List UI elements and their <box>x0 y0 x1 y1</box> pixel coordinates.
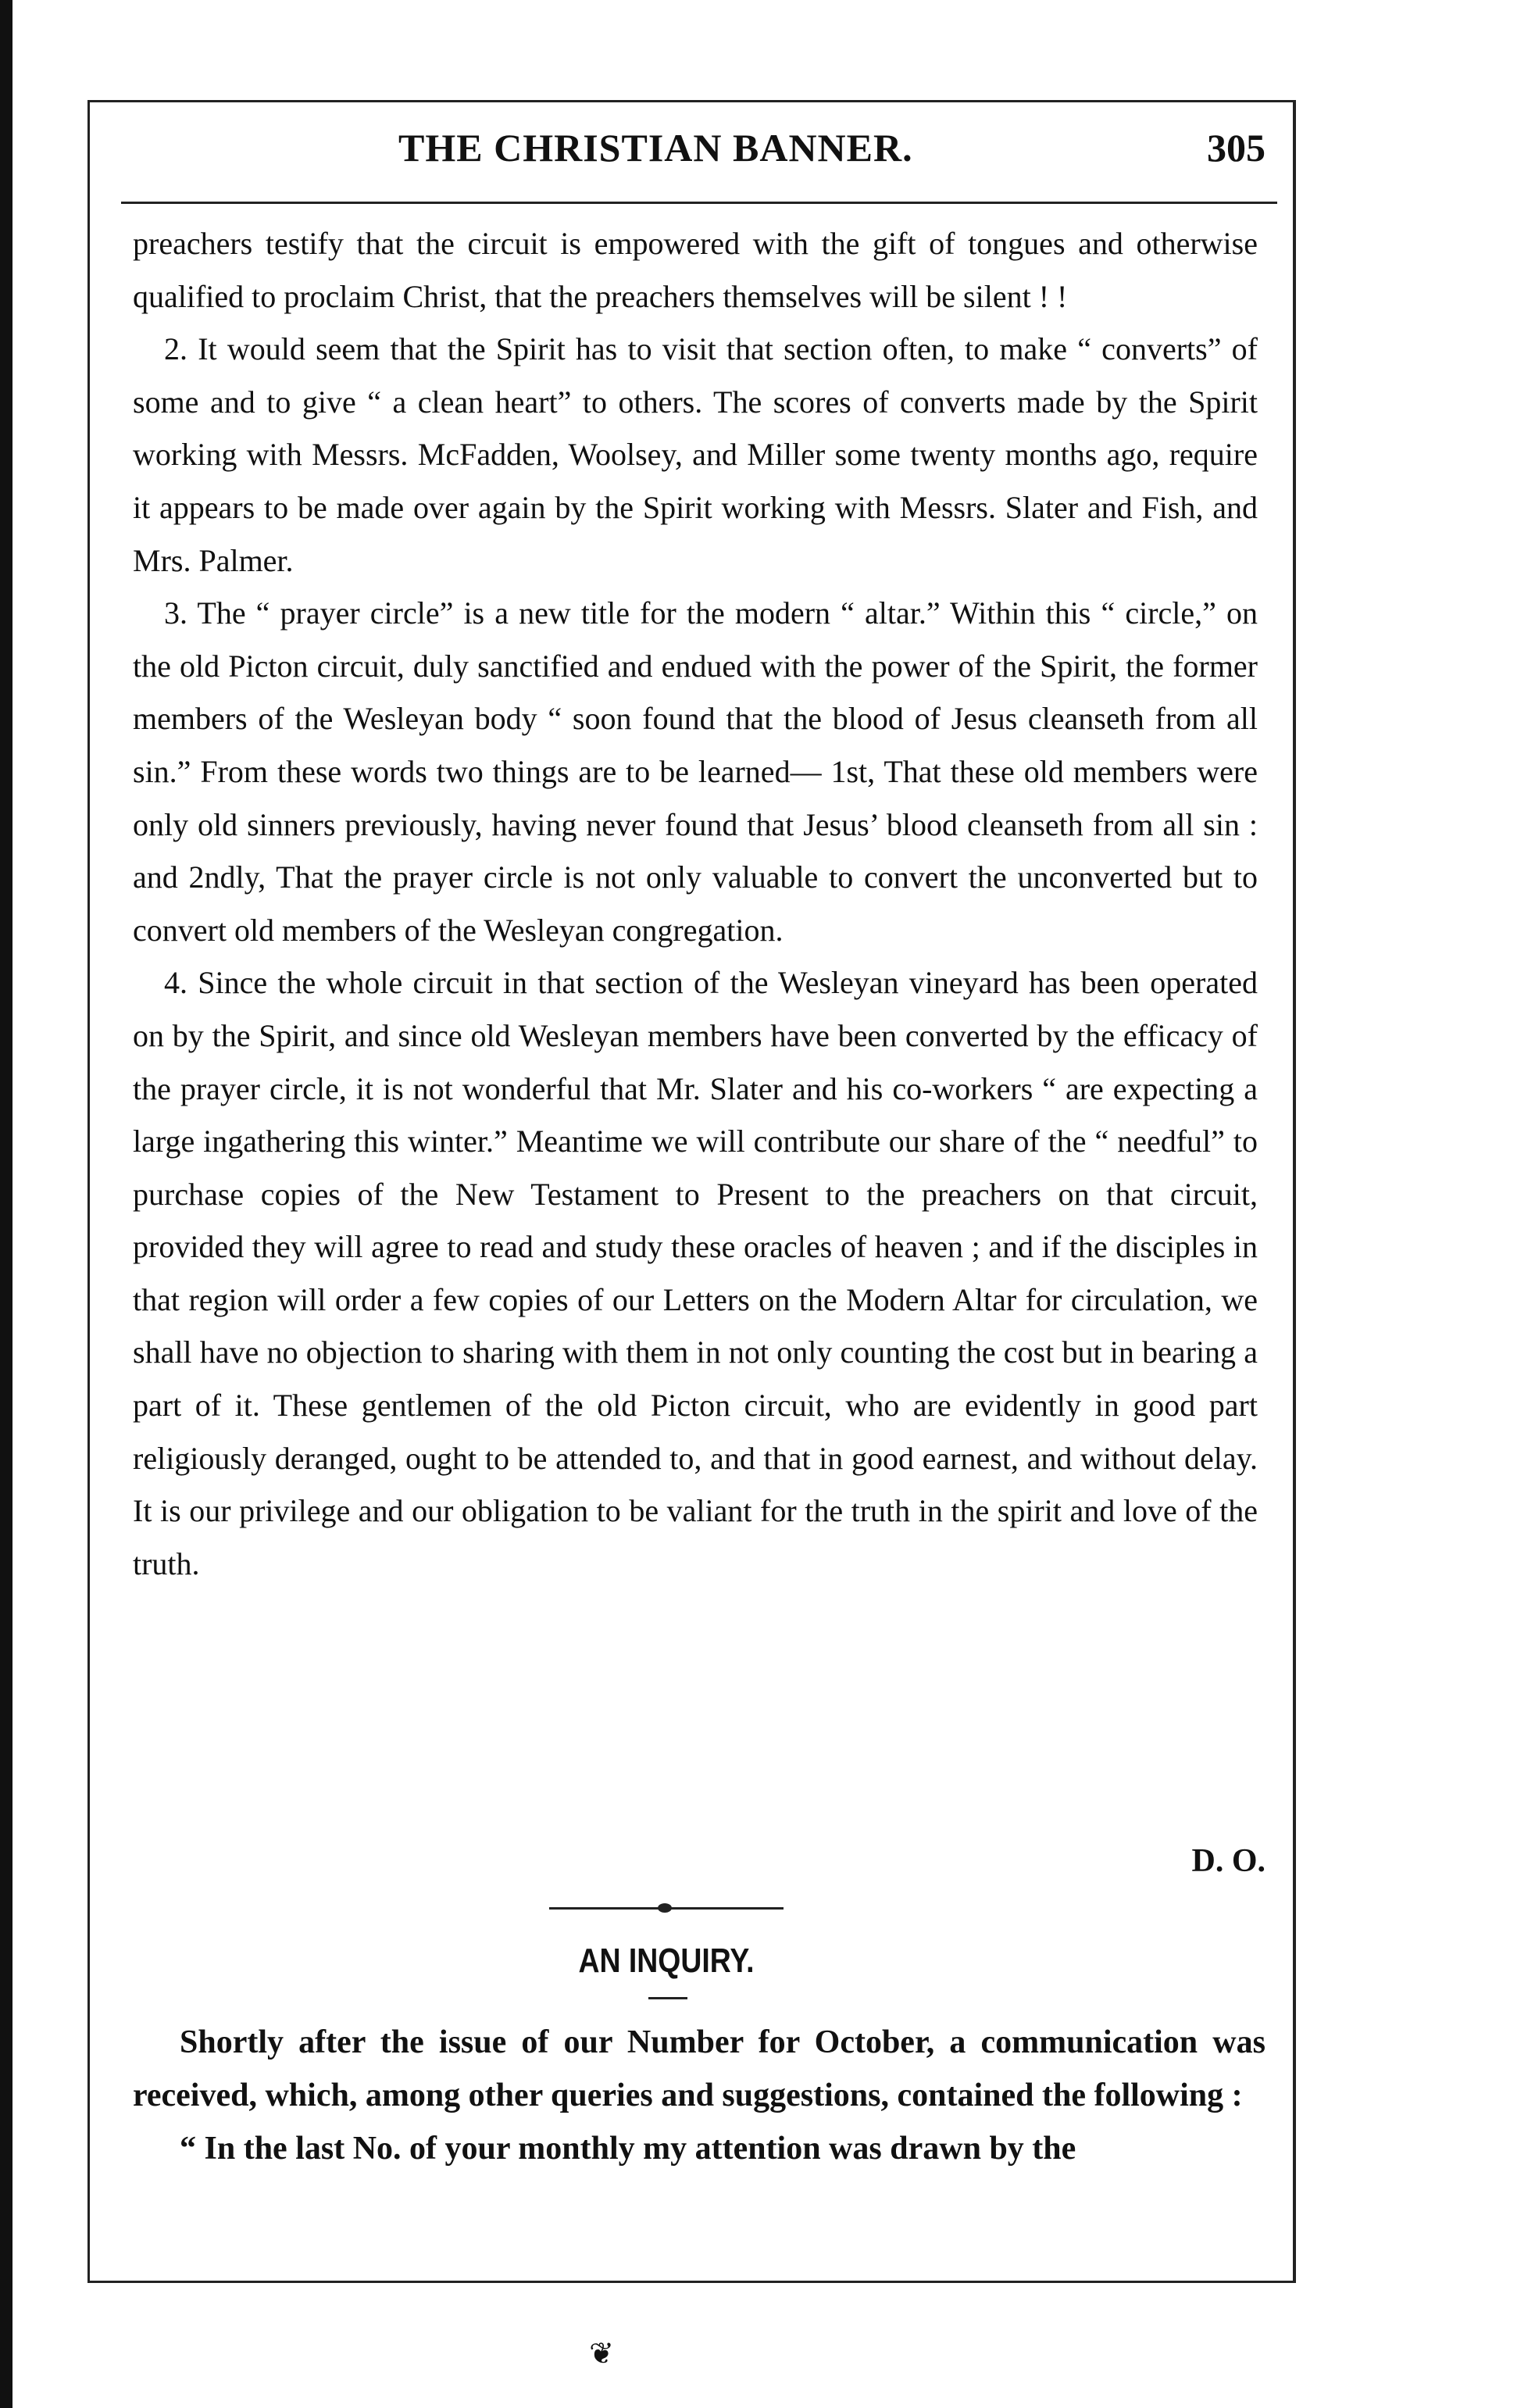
page-header <box>117 125 1289 188</box>
paragraph-point-2: 2. It would seem that the Spirit has to visit that section often, to make “ converts” of some and to give “ a clean heart” to others. The scores of converts made by the Spirit working with Messrs. McFadden, Woolsey, and Miller some twenty months ago, require it appears to be made over again by the Spirit working with Messrs. Slater and Fish, and Mrs. Palmer. <box>133 331 1258 578</box>
page-edge-shadow <box>0 0 12 2408</box>
inquiry-body <box>133 2016 1265 2175</box>
title-underline <box>648 1997 687 1999</box>
inquiry-quote: “ In the last No. of your monthly my attention was drawn by the <box>180 2131 1076 2167</box>
paragraph-point-4: 4. Since the whole circuit in that section of the Wesleyan vineyard has been operated on by the Spirit, and since old Wesleyan members have been converted by the efficacy of the prayer circle, it is not wonderful that Mr. Slater and his co-workers “ are expecting a large ingathering this winter.” Meantime we will contribute our share of the “ needful” to purchase copies of the New Testament to Present to the preachers on that circuit, provided they will agree to read and study these oracles of heaven ; and if the disciples in that region will order a few copies of our Letters on the Modern Altar for circulation, we shall have no objection to sharing with them in not only counting the cost but in bearing a part of it. These gentlemen of the old Picton circuit, who are evidently in good part religiously deranged, ought to be attended to, and that in good earnest, and without delay. It is our privilege and our obligation to be valiant for the truth in the spirit and love of the truth. <box>133 965 1258 1581</box>
ornament-icon: ❦ <box>589 2336 614 2370</box>
author-signature: D. O. <box>1191 1843 1265 1879</box>
section-title: AN INQUIRY. <box>578 1942 755 1980</box>
paragraph-continuation: preachers testify that the circuit is empowered with the gift of tongues and otherwise qualified to proclaim Christ, that the preachers themselves will be silent ! ! <box>133 226 1258 314</box>
page-number: 305 <box>1207 126 1265 170</box>
paragraph-point-3: 3. The “ prayer circle” is a new title for the modern “ altar.” Within this “ circle,” on the old Picton circuit, duly sanctified and endued with the power of the Spirit, the former members of the Wesleyan body “ soon found that the blood of Jesus cleanseth from all sin.” From these words two things are to be learned— 1st, That these old members were only old sinners previously, having never found that Jesus’ blood cleanseth from all sin : and 2ndly, That the prayer circle is not only valuable to convert the unconverted but to convert old members of the Wesleyan congregation. <box>133 595 1258 948</box>
inquiry-paragraph-1: Shortly after the issue of our Number for October, a communication was received, which, among other queries and suggestions, contained the following : <box>133 2024 1265 2113</box>
running-head: THE CHRISTIAN BANNER. <box>398 126 913 170</box>
article-body <box>133 217 1258 1590</box>
header-rule <box>121 202 1277 204</box>
divider-dot <box>658 1903 672 1913</box>
